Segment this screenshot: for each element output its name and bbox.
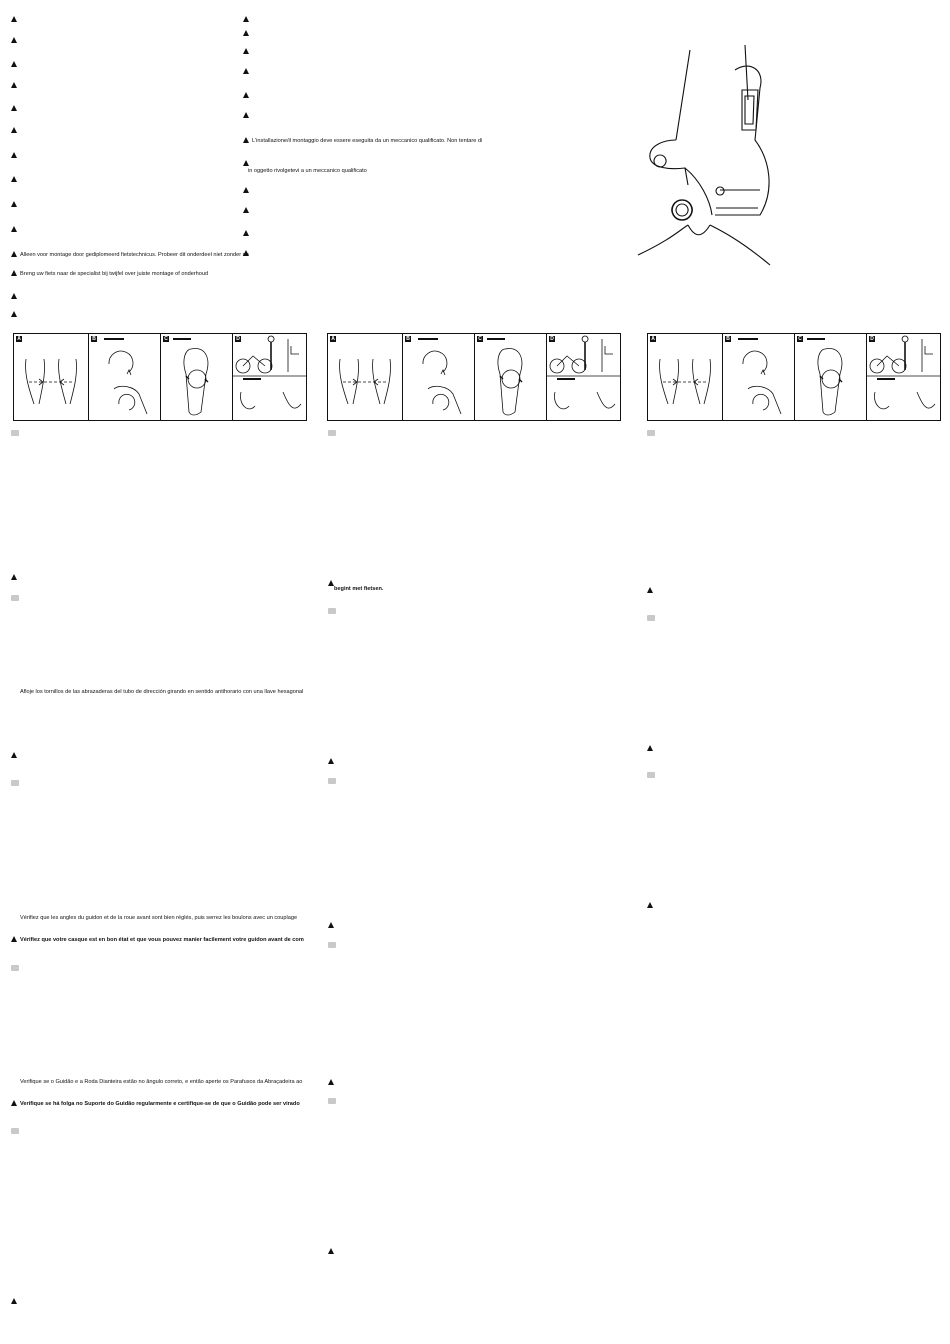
- warning-icon: [11, 61, 17, 67]
- step-c-drawing: [475, 334, 547, 420]
- language-tag: [11, 430, 19, 436]
- warning-icon: [11, 251, 17, 257]
- warning-icon: [11, 16, 17, 22]
- step-a: [14, 334, 88, 420]
- warning-icon: [243, 92, 249, 98]
- step-c-drawing: [795, 334, 867, 420]
- step-d: [232, 334, 307, 420]
- step-d-drawing: [547, 334, 621, 420]
- step-label: D: [870, 336, 874, 342]
- warning-icon: [11, 152, 17, 158]
- warning-text-continued: in oggetto rivolgetevi a un meccanico qualificato: [248, 168, 367, 174]
- language-tag: [328, 430, 336, 436]
- warning-icon: [243, 48, 249, 54]
- language-tag: [647, 430, 655, 436]
- step-c: [160, 334, 233, 420]
- warning-icon: [647, 745, 653, 751]
- step-label: A: [331, 336, 335, 342]
- instruction-text: Afloje los tornillos de las abrazaderas del tubo de dirección girando en sentido antihorario con una llave hexagonal: [20, 689, 304, 695]
- step-a: [328, 334, 402, 420]
- instruction-panel: [13, 333, 307, 421]
- warning-icon: [11, 201, 17, 207]
- step-label: D: [550, 336, 554, 342]
- warning-icon: [11, 936, 17, 942]
- step-b-drawing: [723, 334, 795, 420]
- step-c: [474, 334, 547, 420]
- language-tag: [328, 608, 336, 614]
- warning-icon: [11, 37, 17, 43]
- step-label: C: [798, 336, 802, 342]
- step-b-drawing: [403, 334, 475, 420]
- warning-icon: [11, 105, 17, 111]
- step-d-drawing: [233, 334, 307, 420]
- instruction-text: Vérifiez que les angles du guidon et de la roue avant sont bien réglés, puis serrez les boulons avec un couplage: [20, 915, 298, 921]
- step-a: [648, 334, 722, 420]
- warning-icon: [11, 311, 17, 317]
- warning-text: Vérifiez que votre casque est en bon état et que vous pouvez manier facilement votre guidon avant de com: [11, 936, 304, 944]
- warning-icon: [647, 587, 653, 593]
- step-d: [866, 334, 941, 420]
- step-label: C: [478, 336, 482, 342]
- warning-icon: [11, 127, 17, 133]
- instruction-panel: [327, 333, 621, 421]
- warning-icon: [328, 922, 334, 928]
- instruction-text: Verifique se o Guidão e a Roda Dianteira estão no ângulo correto, e então aperte os Parafusos da Abraçadeira ao: [20, 1079, 303, 1085]
- language-tag: [11, 595, 19, 601]
- language-tag: [328, 1098, 336, 1104]
- step-d-drawing: [867, 334, 941, 420]
- warning-icon: [11, 574, 17, 580]
- warning-icon: [243, 160, 249, 166]
- warning-icon: [243, 187, 249, 193]
- step-b-drawing: [89, 334, 161, 420]
- warning-text: Alleen voor montage door gediplomeerd fietstechnicus. Probeer dit onderdeel niet zonder de: [11, 251, 249, 259]
- warning-icon: [11, 176, 17, 182]
- step-d: [546, 334, 621, 420]
- warning-icon: [328, 1248, 334, 1254]
- warning-icon: [243, 68, 249, 74]
- language-tag: [11, 780, 19, 786]
- warning-icon: [11, 82, 17, 88]
- step-label: B: [726, 336, 730, 342]
- warning-icon: [11, 1100, 17, 1106]
- warning-icon: [11, 1298, 17, 1304]
- warning-icon: [11, 226, 17, 232]
- language-tag: [647, 615, 655, 621]
- language-tag: [647, 772, 655, 778]
- warning-icon: [243, 30, 249, 36]
- language-tag: [328, 778, 336, 784]
- warning-icon: [243, 112, 249, 118]
- stem-illustration: [630, 40, 780, 270]
- step-label: D: [236, 336, 240, 342]
- step-b: [402, 334, 475, 420]
- language-tag: [328, 942, 336, 948]
- warning-icon: [11, 270, 17, 276]
- warning-icon: [647, 902, 653, 908]
- warning-icon: [328, 758, 334, 764]
- warning-icon: [328, 1079, 334, 1085]
- warning-icon: [243, 230, 249, 236]
- warning-text-continued: begint met fietsen.: [334, 586, 384, 592]
- step-b: [88, 334, 161, 420]
- step-c: [794, 334, 867, 420]
- step-label: C: [164, 336, 168, 342]
- step-label: B: [406, 336, 410, 342]
- warning-icon: [11, 293, 17, 299]
- language-tag: [11, 1128, 19, 1134]
- step-a-drawing: [648, 334, 722, 420]
- instruction-panel: [647, 333, 941, 421]
- step-c-drawing: [161, 334, 233, 420]
- warning-icon: [243, 137, 249, 143]
- language-tag: [11, 965, 19, 971]
- step-a-drawing: [328, 334, 402, 420]
- warning-icon: [243, 16, 249, 22]
- warning-text: Breng uw fiets naar de specialist bij twijfel over juiste montage of onderhoud: [11, 270, 208, 278]
- warning-text: L'installazione/il montaggio deve essere eseguita da un meccanico qualificato. Non tentare di: [243, 137, 482, 145]
- step-b: [722, 334, 795, 420]
- warning-text: Verifique se há folga no Suporte do Guidão regularmente e certifique-se de que o Guidão pode ser virado: [11, 1100, 300, 1108]
- step-a-drawing: [14, 334, 88, 420]
- warning-icon: [243, 250, 249, 256]
- step-label: A: [17, 336, 21, 342]
- warning-icon: [11, 752, 17, 758]
- step-label: A: [651, 336, 655, 342]
- warning-icon: [243, 207, 249, 213]
- step-label: B: [92, 336, 96, 342]
